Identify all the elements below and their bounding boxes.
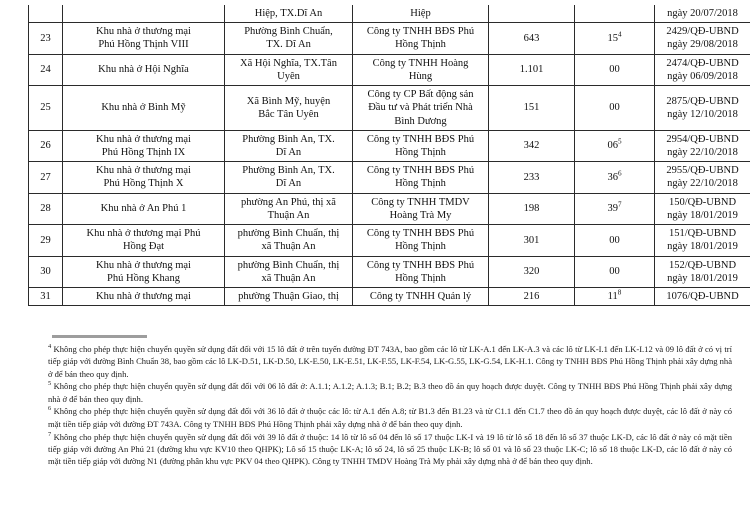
- document-page: [0, 5, 750, 505]
- cell-investor: [353, 86, 489, 131]
- cell-decision: [655, 287, 750, 305]
- cell-address: [225, 193, 353, 224]
- cell-project-name: [63, 23, 225, 54]
- table-row: [29, 130, 750, 161]
- cell-lot-count: 1.101: [489, 54, 575, 85]
- cell-line: Hùng: [356, 70, 485, 83]
- table-row: [29, 162, 750, 193]
- cell-investor: [353, 130, 489, 161]
- cell-project-name: [63, 54, 225, 85]
- cell-line: 1076/QĐ-UBND: [658, 290, 747, 303]
- cell-line: 2955/QĐ-UBND: [658, 164, 747, 177]
- cell-lot-count: 216: [489, 287, 575, 305]
- cell-decision: [655, 130, 750, 161]
- footnote: $^6$ Không cho phép thực hiện chuyển quyền sử dụng đất đối với 36 lô đất ở thuộc các lô: từ A.1 đến A.8; từ B1.3 đến B1.23 và từ C1.1 đến C1.7 theo đồ án quy hoạch được duyệt, các lô đất ở này có mặt tiền tiếp giáp với đường ĐT 743A. Công ty TNHH BĐS Phú Hồng Thịnh phải xây dựng nhà ở để bán theo quy định.: [48, 405, 732, 430]
- cell-line: Khu nhà ở An Phú 1: [66, 202, 221, 215]
- cell-line: ngày 06/09/2018: [658, 70, 747, 83]
- cell-address: [225, 23, 353, 54]
- cell-restricted-count: 00: [575, 54, 655, 85]
- cell-line: Bình Dương: [356, 115, 485, 128]
- cell-line: Khu nhà ở thương mại: [66, 290, 221, 303]
- cell-line: ngày 22/10/2018: [658, 146, 747, 159]
- cell-restricted-count: 00: [575, 225, 655, 256]
- cell-line: Hồng Thịnh: [356, 240, 485, 253]
- footnote-marker: 4: [48, 343, 51, 350]
- cell-line: Công ty TNHH BĐS Phú: [356, 259, 485, 272]
- cell-restricted-count: $39^7$: [575, 193, 655, 224]
- cell-line: Công ty TNHH BĐS Phú: [356, 164, 485, 177]
- cell-line: Phường Bình An, TX.: [228, 133, 349, 146]
- cell-restricted-count: 00: [575, 86, 655, 131]
- cell-stt: 31: [29, 287, 63, 305]
- cell-line: 2875/QĐ-UBND: [658, 95, 747, 108]
- cell-line: 151/QĐ-UBND: [658, 227, 747, 240]
- cell-stt: 23: [29, 23, 63, 54]
- cell-investor: [353, 23, 489, 54]
- cell-lot-count: 643: [489, 23, 575, 54]
- cell-lot-count: 301: [489, 225, 575, 256]
- cell-line: Hồng Thịnh: [356, 177, 485, 190]
- cell-address: [225, 54, 353, 85]
- cell-line: 150/QĐ-UBND: [658, 196, 747, 209]
- cell-lot-count: 233: [489, 162, 575, 193]
- cell-line: Công ty CP Bất động sản: [356, 88, 485, 101]
- cell-line: Hồng Đạt: [66, 240, 221, 253]
- cell-restricted-count: $36^6$: [575, 162, 655, 193]
- cell-stt: 28: [29, 193, 63, 224]
- table-row: [29, 287, 750, 305]
- cell-investor: [353, 162, 489, 193]
- cell-line: 2474/QĐ-UBND: [658, 57, 747, 70]
- cell-line: Bắc Tân Uyên: [228, 108, 349, 121]
- cell-address: [225, 162, 353, 193]
- cell-line: phường An Phú, thị xã: [228, 196, 349, 209]
- cell-decision: [655, 193, 750, 224]
- table-row: [29, 23, 750, 54]
- table-row: [29, 5, 750, 23]
- footnote-reference: 7: [618, 201, 622, 209]
- footnote: $^4$ Không cho phép thực hiện chuyển quyền sử dụng đất đối với 15 lô đất ở trên tuyến đường ĐT 743A, bao gồm các lô từ LK-A.1 đến LK-A.3 và các lô từ LK-I.1 đến LK-I.12 và 09 lô đất ở có vị trí tiếp giáp với đường Bình Chuẩn 38, bao gồm các lô LK-D.51, LK-D.50, LK-E.50, LK-E.51, LK-F.55, LK-F.54, LK-G.55, LK-G.54, LK-H.1. Công ty TNHH BĐS Phú Hồng Thịnh phải xây dựng nhà ở để bán theo quy định.: [48, 343, 732, 380]
- cell-address: [225, 5, 353, 23]
- cell-line: Phú Hồng Thịnh X: [66, 177, 221, 190]
- cell-decision: [655, 225, 750, 256]
- cell-stt: 25: [29, 86, 63, 131]
- cell-line: phường Thuận Giao, thị: [228, 290, 349, 303]
- cell-stt: 24: [29, 54, 63, 85]
- cell-project-name: [63, 287, 225, 305]
- cell-investor: [353, 193, 489, 224]
- cell-line: Đầu tư và Phát triển Nhà: [356, 101, 485, 114]
- cell-decision: [655, 86, 750, 131]
- cell-address: [225, 86, 353, 131]
- cell-line: Hồng Thịnh: [356, 272, 485, 285]
- cell-lot-count: [489, 5, 575, 23]
- cell-line: Phường Bình Chuẩn,: [228, 25, 349, 38]
- cell-line: Khu nhà ở thương mại: [66, 164, 221, 177]
- cell-line: Công ty TNHH Quản lý: [356, 290, 485, 303]
- cell-line: xã Thuận An: [228, 272, 349, 285]
- cell-line: Hồng Thịnh: [356, 38, 485, 51]
- cell-line: Khu nhà ở thương mại: [66, 133, 221, 146]
- cell-line: Phú Hồng Thịnh IX: [66, 146, 221, 159]
- cell-investor: [353, 287, 489, 305]
- cell-line: Phường Bình An, TX.: [228, 164, 349, 177]
- cell-line: Hiệp, TX.Dĩ An: [228, 7, 349, 20]
- cell-restricted-count: [575, 5, 655, 23]
- footnote-reference: 8: [618, 288, 622, 296]
- cell-project-name: [63, 86, 225, 131]
- cell-decision: [655, 256, 750, 287]
- cell-line: Phú Hồng Khang: [66, 272, 221, 285]
- cell-line: Dĩ An: [228, 177, 349, 190]
- cell-line: Hồng Thịnh: [356, 146, 485, 159]
- cell-line: phường Bình Chuẩn, thị: [228, 227, 349, 240]
- cell-line: ngày 12/10/2018: [658, 108, 747, 121]
- cell-lot-count: 320: [489, 256, 575, 287]
- cell-line: Công ty TNHH BĐS Phú: [356, 227, 485, 240]
- cell-decision: [655, 5, 750, 23]
- footnote-reference: 5: [618, 138, 622, 146]
- table-row: [29, 86, 750, 131]
- cell-line: ngày 29/08/2018: [658, 38, 747, 51]
- cell-line: Hiệp: [356, 7, 485, 20]
- cell-line: Dĩ An: [228, 146, 349, 159]
- cell-line: 152/QĐ-UBND: [658, 259, 747, 272]
- cell-investor: [353, 256, 489, 287]
- cell-lot-count: 151: [489, 86, 575, 131]
- cell-line: Uyên: [228, 70, 349, 83]
- footnote-list: [48, 343, 732, 467]
- cell-decision: [655, 162, 750, 193]
- cell-line: ngày 18/01/2019: [658, 272, 747, 285]
- cell-project-name: [63, 256, 225, 287]
- cell-line: Xã Bình Mỹ, huyện: [228, 95, 349, 108]
- footnote: $^5$ Không cho phép thực hiện chuyển quyền sử dụng đất đối với 06 lô đất ở: A.1.1; A.1.2; A.1.3; B.1; B.2; B.3 theo đồ án quy hoạch được duyệt. Công ty TNHH BĐS Phú Hồng Thịnh phải xây dựng nhà ở để bán theo quy định.: [48, 380, 732, 405]
- footnote-marker: 7: [48, 431, 51, 438]
- cell-line: 2954/QĐ-UBND: [658, 133, 747, 146]
- cell-line: Hoàng Trà My: [356, 209, 485, 222]
- cell-project-name: [63, 130, 225, 161]
- cell-line: Khu nhà ở thương mại Phú: [66, 227, 221, 240]
- cell-stt: 29: [29, 225, 63, 256]
- projects-table: [28, 5, 750, 306]
- cell-line: Khu nhà ở thương mại: [66, 259, 221, 272]
- cell-restricted-count: 00: [575, 256, 655, 287]
- cell-stt: 26: [29, 130, 63, 161]
- cell-investor: [353, 225, 489, 256]
- cell-line: ngày 22/10/2018: [658, 177, 747, 190]
- cell-investor: [353, 54, 489, 85]
- footnote: $^7$ Không cho phép thực hiện chuyển quyền sử dụng đất đối với 39 lô đất ở thuộc: 14 lô từ lô số 04 đến lô số 17 thuộc LK-I và 19 lô từ lô số 18 đến lô số 37 thuộc LK-D, các lô đất ở này có mặt tiền tiếp giáp với đường An Phú 21 (đường khu vực KV10 theo QHPK); Lô số 15 thuộc LK-A; lô số 24, lô số 25 thuộc LK-B; lô số 01 và lô số 23 thuộc LK-C; lô số 18 thuộc LK-D, các lô đất ở này có mặt tiền tiếp giáp với đường N1 (đường phân khu vực PKV 04 theo QHPK). Công ty TNHH TMDV Hoàng Trà My phải xây dựng nhà ở để bán theo quy định.: [48, 431, 732, 468]
- table-body: [29, 5, 750, 306]
- footnote-separator-rule: [52, 335, 147, 338]
- cell-line: Phú Hồng Thịnh VIII: [66, 38, 221, 51]
- table-row: [29, 256, 750, 287]
- cell-line: ngày 18/01/2019: [658, 240, 747, 253]
- cell-line: ngày 20/07/2018: [658, 7, 747, 20]
- table-row: [29, 193, 750, 224]
- cell-line: Khu nhà ở Hội Nghĩa: [66, 63, 221, 76]
- cell-restricted-count: $15^4$: [575, 23, 655, 54]
- footnote-marker: 6: [48, 406, 51, 413]
- cell-decision: [655, 54, 750, 85]
- cell-line: Công ty TNHH BĐS Phú: [356, 25, 485, 38]
- cell-restricted-count: $06^5$: [575, 130, 655, 161]
- cell-line: xã Thuận An: [228, 240, 349, 253]
- cell-line: TX. Dĩ An: [228, 38, 349, 51]
- cell-lot-count: 198: [489, 193, 575, 224]
- cell-line: Khu nhà ở thương mại: [66, 25, 221, 38]
- cell-stt: 27: [29, 162, 63, 193]
- cell-line: 2429/QĐ-UBND: [658, 25, 747, 38]
- footnote-reference: 6: [618, 169, 622, 177]
- cell-decision: [655, 23, 750, 54]
- cell-line: Thuận An: [228, 209, 349, 222]
- cell-line: Công ty TNHH TMDV: [356, 196, 485, 209]
- cell-address: [225, 130, 353, 161]
- cell-stt: [29, 5, 63, 23]
- cell-restricted-count: $11^8$: [575, 287, 655, 305]
- cell-stt: 30: [29, 256, 63, 287]
- cell-line: Xã Hội Nghĩa, TX.Tân: [228, 57, 349, 70]
- cell-project-name: [63, 5, 225, 23]
- table-row: [29, 54, 750, 85]
- cell-lot-count: 342: [489, 130, 575, 161]
- cell-investor: [353, 5, 489, 23]
- cell-project-name: [63, 225, 225, 256]
- cell-address: [225, 225, 353, 256]
- footnote-area: [48, 335, 732, 468]
- footnote-reference: 4: [618, 30, 622, 38]
- cell-line: Công ty TNHH Hoàng: [356, 57, 485, 70]
- cell-project-name: [63, 193, 225, 224]
- cell-address: [225, 256, 353, 287]
- cell-line: Khu nhà ở Bình Mỹ: [66, 101, 221, 114]
- cell-address: [225, 287, 353, 305]
- cell-line: phường Bình Chuẩn, thị: [228, 259, 349, 272]
- footnote-marker: 5: [48, 381, 51, 388]
- cell-line: ngày 18/01/2019: [658, 209, 747, 222]
- cell-project-name: [63, 162, 225, 193]
- table-row: [29, 225, 750, 256]
- cell-line: Công ty TNHH BĐS Phú: [356, 133, 485, 146]
